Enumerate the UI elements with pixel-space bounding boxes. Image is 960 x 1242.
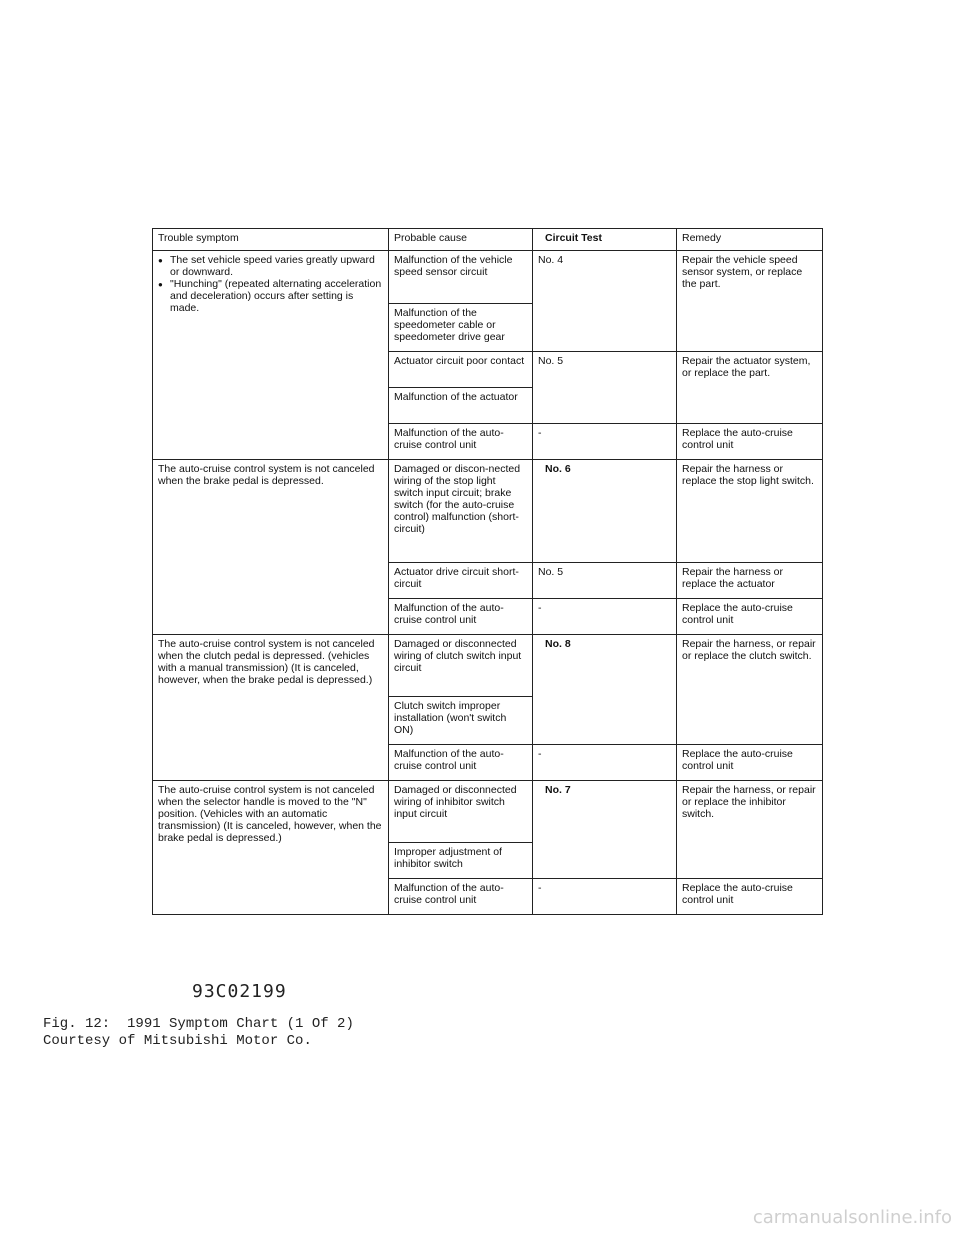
symptom-cell: The auto-cruise control system is not canceled when the selector handle is moved to the "N" position. (Vehicles with an automatic transmission) (It is canceled, however, when the brake pedal is depressed.) [153,781,389,915]
cause-cell: Damaged or disconnected wiring of clutch switch input circuit [389,635,533,697]
symptom-cell: The auto-cruise control system is not canceled when the brake pedal is depressed. [153,460,389,635]
remedy-cell: Replace the auto-cruise control unit [677,424,823,460]
watermark: carmanualsonline.info [752,1207,952,1228]
remedy-cell: Repair the harness, or repair or replace the clutch switch. [677,635,823,745]
cause-cell: Damaged or disconnected wiring of inhibitor switch input circuit [389,781,533,843]
circuit-test-cell: - [533,745,677,781]
figure-id: 93C02199 [192,981,287,1002]
circuit-test-cell: - [533,599,677,635]
cause-cell: Malfunction of the auto-cruise control unit [389,879,533,915]
cause-cell: Malfunction of the auto-cruise control unit [389,599,533,635]
cause-cell: Actuator drive circuit short-circuit [389,563,533,599]
caption-line: Courtesy of Mitsubishi Motor Co. [43,1033,312,1049]
header-probable-cause: Probable cause [389,229,533,251]
circuit-test-cell: No. 5 [533,352,677,424]
remedy-cell: Repair the actuator system, or replace the part. [677,352,823,424]
circuit-test-cell: No. 5 [533,563,677,599]
circuit-test-cell: - [533,879,677,915]
figure-caption [43,1016,354,1050]
header-circuit-test: Circuit Test [533,229,677,251]
remedy-cell: Replace the auto-cruise control unit [677,599,823,635]
table-row [153,251,823,304]
cause-cell: Improper adjustment of inhibitor switch [389,843,533,879]
remedy-cell: Repair the harness or replace the actuator [677,563,823,599]
remedy-cell: Repair the vehicle speed sensor system, or replace the part. [677,251,823,352]
header-trouble-symptom: Trouble symptom [153,229,389,251]
cause-cell: Malfunction of the actuator [389,388,533,424]
cause-cell: Clutch switch improper installation (won't switch ON) [389,697,533,745]
cause-cell: Malfunction of the speedometer cable or speedometer drive gear [389,304,533,352]
circuit-test-cell: No. 8 [533,635,677,745]
circuit-test-cell: No. 7 [533,781,677,879]
cause-cell: Damaged or discon-nected wiring of the stop light switch input circuit; brake switch (for the auto-cruise control) malfunction (short-circuit) [389,460,533,563]
remedy-cell: Repair the harness, or repair or replace the inhibitor switch. [677,781,823,879]
cause-cell: Malfunction of the vehicle speed sensor circuit [389,251,533,304]
circuit-test-cell: No. 4 [533,251,677,352]
cause-cell: Malfunction of the auto-cruise control unit [389,745,533,781]
remedy-cell: Repair the harness or replace the stop light switch. [677,460,823,563]
table-header-row [153,229,823,251]
caption-line: Fig. 12: 1991 Symptom Chart (1 Of 2) [43,1016,354,1032]
header-remedy: Remedy [677,229,823,251]
symptom-bullet: ● The set vehicle speed varies greatly upward or downward. [170,254,383,278]
symptom-cell [153,251,389,460]
cause-cell: Actuator circuit poor contact [389,352,533,388]
symptom-bullet: ● "Hunching" (repeated alternating acceleration and deceleration) occurs after setting is made. [170,278,383,314]
symptom-cell: The auto-cruise control system is not canceled when the clutch pedal is depressed. (vehicles with a manual transmission) (It is canceled, however, when the brake pedal is depressed.) [153,635,389,781]
cause-cell: Malfunction of the auto-cruise control unit [389,424,533,460]
circuit-test-cell: - [533,424,677,460]
circuit-test-cell: No. 6 [533,460,677,563]
table-row [153,460,823,563]
remedy-cell: Replace the auto-cruise control unit [677,879,823,915]
remedy-cell: Replace the auto-cruise control unit [677,745,823,781]
symptom-chart-table [152,228,823,915]
table-row [153,635,823,697]
table-row [153,781,823,843]
